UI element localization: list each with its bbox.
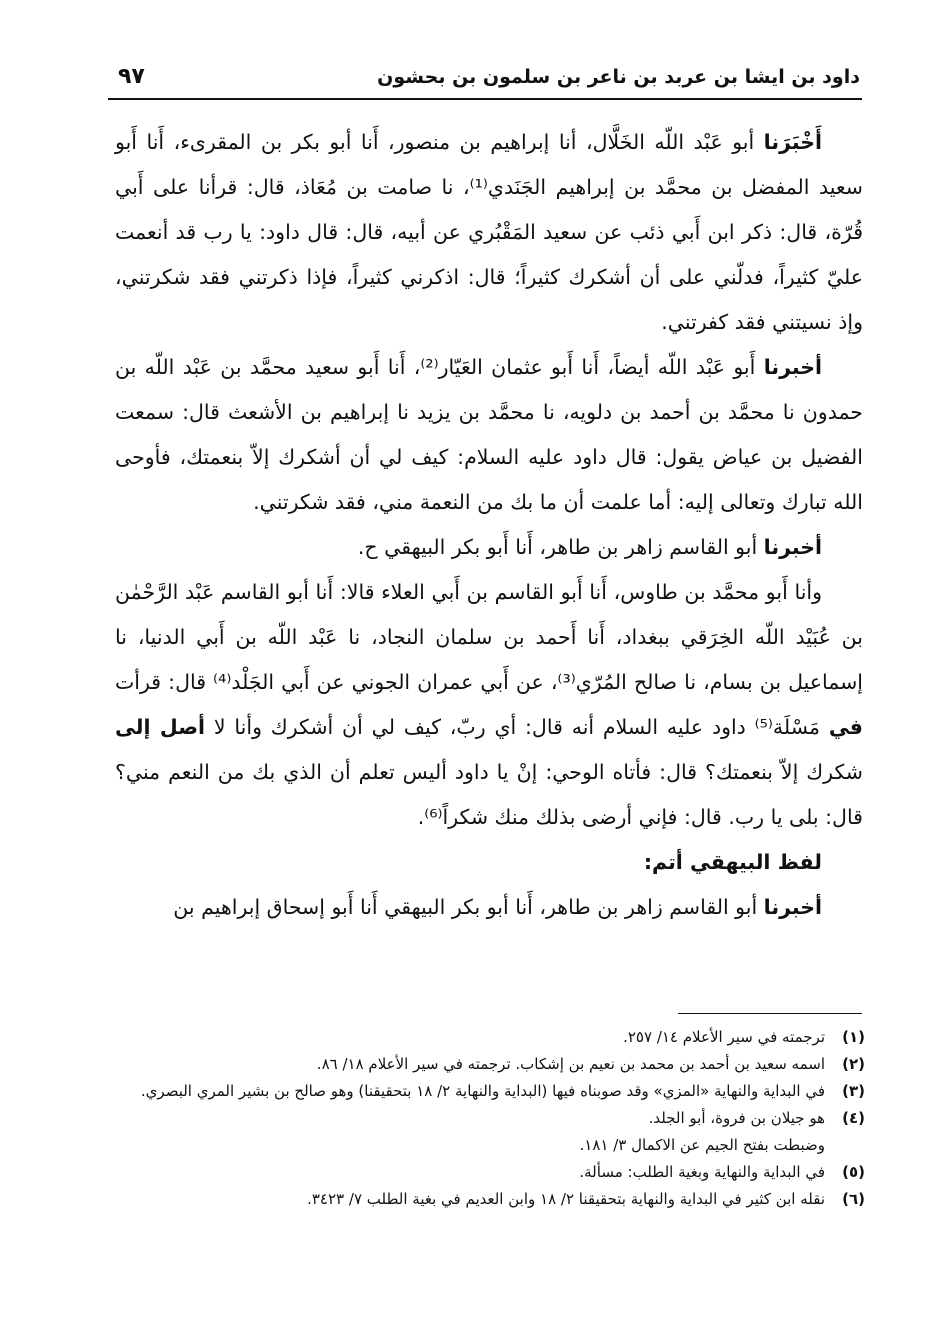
footnote-4: [140, 1105, 865, 1132]
paragraph-4: [115, 570, 863, 840]
footnote-number: (٦): [842, 1190, 865, 1208]
footnote-number: (١): [842, 1028, 865, 1046]
paragraph-4-keyword: في: [828, 715, 863, 739]
paragraph-1: [115, 120, 863, 345]
footnote-text: نقله ابن كثير في البداية والنهاية بتحقيقنا ٢/ ١٨ وابن العديم في بغية الطلب ٧/ ٣٤٢٣.: [307, 1190, 825, 1208]
paragraph-2-keyword: أخبرنا: [763, 355, 823, 379]
paragraph-2-text: أَبو عَبْد اللّه أيضاً، أَنا أَبو عثمان العَيّار⁽²⁾، أَنا أَبو سعيد محمَّد بن عَبْد اللّه بن حمدون نا محمَّد بن أحمد بن دلويه، نا محمَّد بن يزيد نا إبراهيم بن الأشعث قال: سمعت الفضيل بن عياض يقول: قال داود عليه السلام: كيف لي أن أشكرك إلاّ بنعمتك، فأوحى الله تبارك وتعالى إليه: أما علمت أن ما بك من النعمة مني، فقد شكرتني.: [115, 355, 863, 514]
paragraph-3-text: أبو القاسم زاهر بن طاهر، أَنا أَبو بكر البيهقي ح.: [357, 535, 764, 559]
footnote-text: اسمه سعيد بن أحمد بن محمد بن نعيم بن إشكاب. ترجمته في سير الأعلام ١٨/ ٨٦.: [316, 1055, 825, 1073]
footnote-number: (٢): [842, 1055, 865, 1073]
paragraph-4-text-b: مَسْلَة⁽⁵⁾ داود عليه السلام أنه قال: أي ربّ، كيف لي أن أشكرك وأنا لا: [205, 715, 829, 739]
footnote-4-continuation: وضبطت بفتح الجيم عن الاكمال ٣/ ١٨١.: [579, 1136, 825, 1154]
footnote-rule: [678, 1013, 862, 1014]
footnote-text: في البداية والنهاية «المزي» وقد صوبناه فيها (البداية والنهاية ٢/ ١٨ بتحقيقنا) وهو صالح بن بشير المري البصري.: [140, 1082, 825, 1100]
footnote-1: [140, 1024, 865, 1051]
paragraph-1-text: أبو عَبْد اللّه الخَلَّال، أنا إبراهيم بن منصور، أَنا أبو بكر بن المقرىء، أَنا أَبو سعيد المفضل بن محمَّد بن إبراهيم الجَنَدي⁽¹⁾، نا صامت بن مُعَاذ، قال: قرأنا على أَبي قُرّة، قال: ذكر ابن أَبي ذئب عن سعيد المَقْبُري عن أبيه، قال: قال داود: يا رب قد أنعمت عليّ كثيراً، فدلّني على أن أشكرك كثيراً؛ قال: اذكرني كثيراً، فإذا ذكرتني فقد شكرتني، وإذ نسيتني فقد كفرتني.: [115, 130, 863, 334]
paragraph-4-text-a: وأنا أَبو محمَّد بن طاوس، أَنا أَبو القاسم بن أَبي العلاء قالا: أَنا أبو القاسم عَبْد الرَّحْمٰن بن عُبَيْد اللّه الخِرَقي ببغداد، أَنا أَحمد بن سلمان النجاد، نا عَبْد اللّه بن أَبي الدنيا، نا إسماعيل بن بسام، نا صالح المُرّي⁽³⁾، عن أَبي عمران الجوني عن أَبي الجَلْد⁽⁴⁾ قال: قرأت: [115, 580, 863, 694]
paragraph-3: [115, 525, 863, 570]
paragraph-5: [115, 885, 863, 930]
section-heading-text: لفظ البيهقي أتم:: [643, 850, 822, 874]
paragraph-2: [115, 345, 863, 525]
footnote-number: (٥): [842, 1163, 865, 1181]
running-head: داود بن ايشا بن عربد بن ناعر بن سلمون بن بحشون: [377, 66, 860, 88]
footnote-text: ترجمته في سير الأعلام ١٤/ ٢٥٧.: [623, 1028, 825, 1046]
section-heading: [115, 840, 863, 885]
paragraph-4-keyword-2: أصل إلى: [115, 715, 206, 739]
footnote-number: (٤): [842, 1109, 865, 1127]
paragraph-5-keyword: أخبرنا: [763, 895, 822, 919]
paragraph-5-text: أبو القاسم زاهر بن طاهر، أَنا أبو بكر البيهقي أَنا أَبو إسحاق إبراهيم بن: [173, 895, 764, 919]
paragraph-1-keyword: أَخْبَرَنا: [763, 130, 822, 154]
page-header: [118, 58, 860, 98]
footnotes: [140, 1024, 865, 1213]
page-number: ٩٧: [118, 64, 145, 89]
footnote-6: [140, 1186, 865, 1213]
header-rule: [108, 98, 862, 100]
paragraph-4-text-c: شكرك إلاّ بنعمتك؟ قال: فأتاه الوحي: إنْ يا داود أليس تعلم أن الذي بك من النعم مني؟ قال: بلى يا رب. قال: فإني أرضى بذلك منك شكراً⁽⁶⁾.: [115, 760, 863, 829]
footnote-text: في البداية والنهاية وبغية الطلب: مسألة.: [579, 1163, 825, 1181]
footnote-5: [140, 1159, 865, 1186]
footnote-text: هو جيلان بن فروة، أبو الجلد.: [648, 1109, 825, 1127]
footnote-3: [140, 1078, 865, 1105]
main-text: [115, 120, 863, 930]
footnote-2: [140, 1051, 865, 1078]
footnote-number: (٣): [842, 1082, 865, 1100]
paragraph-3-keyword: أخبرنا: [763, 535, 822, 559]
